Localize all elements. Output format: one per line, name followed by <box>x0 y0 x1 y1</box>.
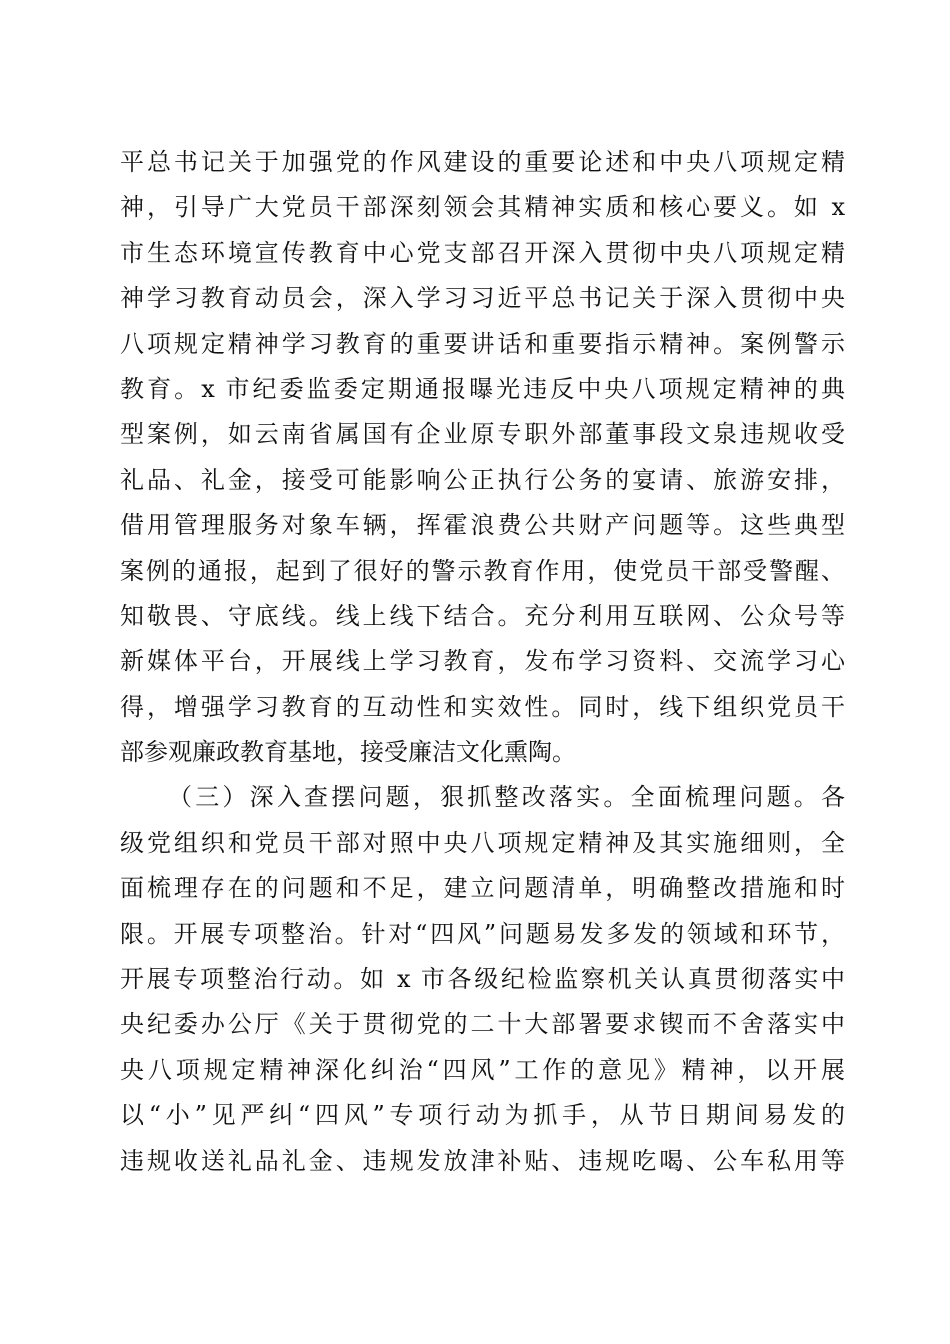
text-line: 八项规定精神学习教育的重要讲话和重要指示精神。案例警示 <box>120 329 845 358</box>
text-line: 级党组织和党员干部对照中央八项规定精神及其实施细则，全 <box>120 828 845 857</box>
body-text <box>120 140 845 1184</box>
text-line: 得，增强学习教育的互动性和实效性。同时，线下组织党员干 <box>120 692 845 721</box>
text-line: 违规收送礼品礼金、违规发放津补贴、违规吃喝、公车私用等 <box>120 1146 845 1175</box>
text-line: 新媒体平台，开展线上学习教育，发布学习资料、交流学习心 <box>120 647 845 676</box>
text-line: 央八项规定精神深化纠治“四风”工作的意见》精神，以开展 <box>120 1055 845 1084</box>
text-line: 神，引导广大党员干部深刻领会其精神实质和核心要义。如 x <box>120 193 845 222</box>
text-line: 型案例，如云南省属国有企业原专职外部董事段文泉违规收受 <box>120 420 845 449</box>
text-line: 神学习教育动员会，深入学习习近平总书记关于深入贯彻中央 <box>120 284 845 313</box>
section-heading-line: （三）深入查摆问题，狠抓整改落实。全面梳理问题。各 <box>168 783 845 812</box>
text-line: 借用管理服务对象车辆，挥霍浪费公共财产问题等。这些典型 <box>120 511 845 540</box>
text-line: 教育。x 市纪委监委定期通报曝光违反中央八项规定精神的典 <box>120 374 845 403</box>
text-line: 面梳理存在的问题和不足，建立问题清单，明确整改措施和时 <box>120 874 845 903</box>
text-line: 市生态环境宣传教育中心党支部召开深入贯彻中央八项规定精 <box>120 238 845 267</box>
text-line: 限。开展专项整治。针对“四风”问题易发多发的领域和环节， <box>120 919 845 948</box>
text-line: 礼品、礼金，接受可能影响公正执行公务的宴请、旅游安排， <box>120 465 845 494</box>
text-line: 以“小”见严纠“四风”专项行动为抓手，从节日期间易发的 <box>120 1101 845 1130</box>
text-line: 开展专项整治行动。如 x 市各级纪检监察机关认真贯彻落实中 <box>120 965 845 994</box>
text-line: 央纪委办公厅《关于贯彻党的二十大部署要求锲而不舍落实中 <box>120 1010 845 1039</box>
text-line: 案例的通报，起到了很好的警示教育作用，使党员干部受警醒、 <box>120 556 845 585</box>
text-line: 知敬畏、守底线。线上线下结合。充分利用互联网、公众号等 <box>120 601 845 630</box>
text-line: 平总书记关于加强党的作风建设的重要论述和中央八项规定精 <box>120 148 845 176</box>
text-line-paragraph-end: 部参观廉政教育基地，接受廉洁文化熏陶。 <box>120 738 576 767</box>
